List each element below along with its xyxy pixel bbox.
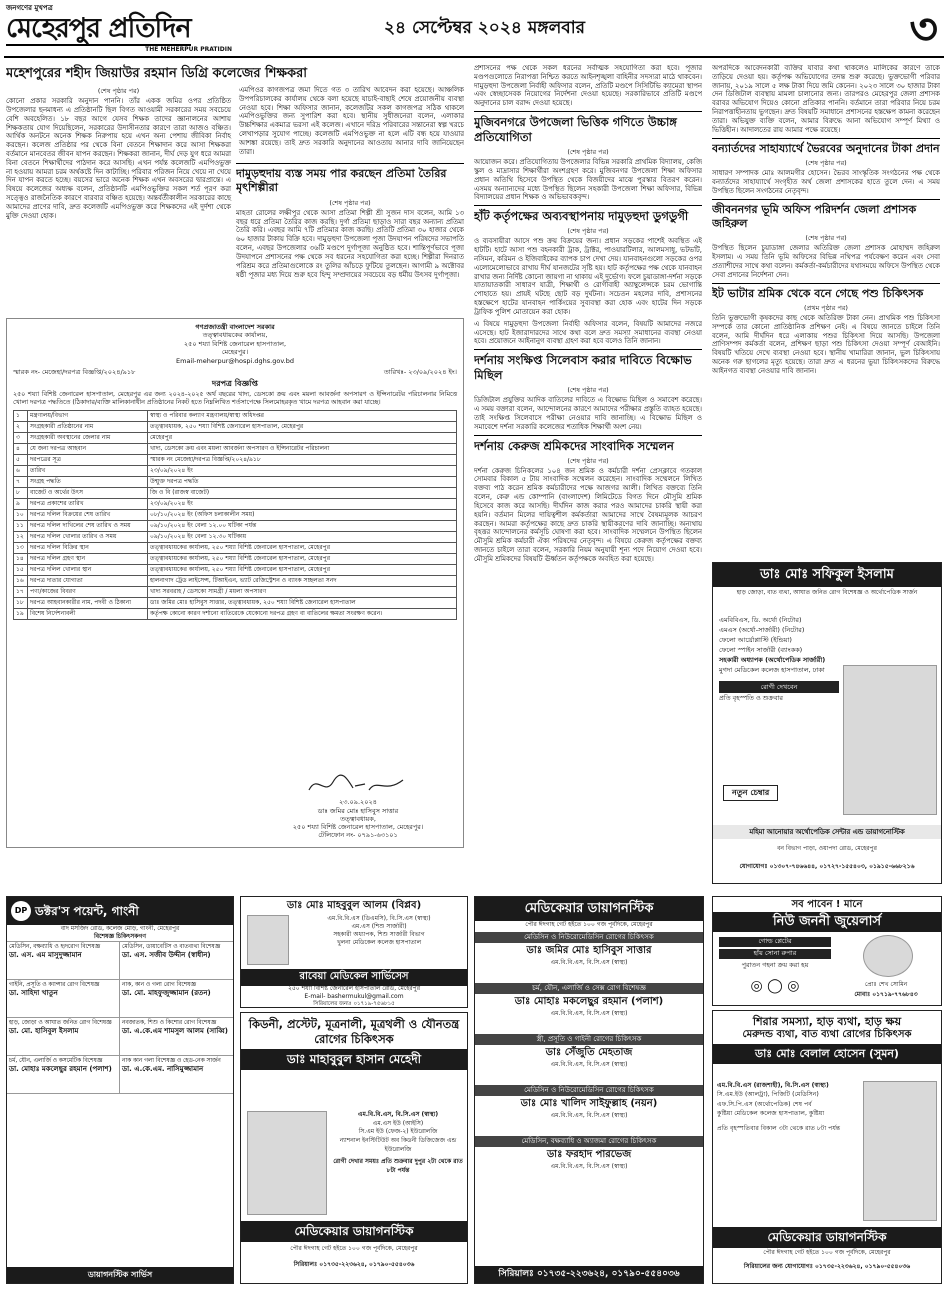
continued-label: (প্রথম পৃষ্ঠার পর) — [804, 303, 848, 312]
signature-date: ২৩.০৯.২০২৪ — [339, 798, 377, 807]
notice-memo: স্মারক নং- মেজেহা/দরপত্র বিজ্ঞপ্তি/২০২৪/৯১৮ — [13, 368, 136, 377]
ad-phone: সিরিয়ালের জন্য যোগাযোগঃ ০১৭৩৫-২২৩৬২৪, ০১৭৯০-৫৫৪০৩৬ — [743, 1263, 911, 1270]
ad-doctor-name: ডাঃ মোঃ বেলাল হোসেন (সুমন) — [713, 1044, 941, 1064]
article-headline: মুজিবনগরে উপজেলা ভিত্তিক গণিতে উচ্চাঙ্গ প্রতিযোগিতা — [474, 115, 677, 145]
dp-logo-icon: DP — [11, 901, 31, 921]
notice-email: Email-meherpur@hospi.dghs.gov.bd — [176, 356, 294, 365]
ad-institute: ন্যাশনাল ইনস্টিটিউট অব কিডনী ডিজিজেজ এন্ড ইউরোলজি — [339, 1137, 457, 1153]
doctor-photo — [247, 1111, 327, 1215]
continued-label: (শেষ পৃষ্ঠার পর) — [97, 86, 140, 95]
doctor-cell — [7, 1056, 120, 1094]
doctor-photo — [247, 915, 289, 965]
notice-row-label: সংগ্রহকারী অবস্থানের জেলার নাম — [28, 433, 148, 444]
notice-row-number: ১২ — [14, 532, 28, 543]
ad-center: মেডিকেয়ার ডায়াগনস্টিক — [713, 1227, 941, 1248]
signature-block — [283, 772, 433, 839]
doctor-specialty: চর্ম, যৌন, এলার্জি ও কসমেটিক বিশেষজ্ঞ — [9, 1057, 103, 1064]
notice-row-label: দরপত্র দলিল বিক্রয়ের শেষ তারিখ — [28, 510, 148, 521]
notice-row-value: খাদ্য, ডেসকো ক্রয় এবং ময়লা আবর্জনা অপসারণ ও ইন্সিনারেটর পরিচালনা — [148, 444, 457, 455]
notice-row-number: ১৭ — [14, 587, 28, 598]
ad-dr-mehedi — [240, 1012, 468, 1284]
notice-row-label: দরপত্র দলিল বিক্রির স্থান — [28, 543, 148, 554]
article-body: প্রশাসনের পক্ষ থেকে সকল ধরনের সর্বাত্মক সহযোগিতা করা হবে। পূজার মণ্ডপগুলোতে নিরাপত্তা নিশ্চিত করতে আইনশৃঙ্খলা বাহিনীর সদস্যরা মাঠে থাকবেন। দামুড়হুদা উপজেলা নির্বাহী অফিসার বলেন, প্রতিটি মণ্ডপে সিসিটিভি ক্যামেরা স্থাপন এবং স্বেচ্ছাসেবক নিয়োগের নির্দেশনা দেওয়া হয়েছে। সরকারিভাবে প্রতিটি মণ্ডপে অনুদানের চাল বরাদ্দ দেওয়া হয়েছে। — [474, 64, 702, 108]
notice-row-label: দরপত্র প্রকাশের তারিখ — [28, 499, 148, 510]
notice-row-number: ১৫ — [14, 565, 28, 576]
dateline: ২৪ সেপ্টেম্বর ২০২৪ মঙ্গলবার — [384, 18, 585, 38]
right-column — [712, 64, 940, 554]
notice-row-number: ৭ — [14, 477, 28, 488]
ad-degree: এম.বি.বি.এস, বি.সি.এস (স্বাস্থ্য) — [550, 1163, 628, 1171]
ad-institute: কুষ্টিয়া মেডিকেল কলেজ হাসপাতাল, কুষ্টিয়া — [717, 1109, 825, 1117]
notice-row-label: দরপত্র দলিল দাখিলের শেষ তারিখ ও সময় — [28, 521, 148, 532]
ad-phone: সিরিয়ালঃ ০১৭৩৫-২২৩৬২৪, ০১৭৯০-৫৫৪০৩৬ — [293, 1261, 415, 1268]
doctor-name: ডা. এস. সজীব উদ্দীন (স্বাধীন) — [122, 950, 211, 959]
ad-post: সহকারী অধ্যাপক, শিশু সার্জারী বিভাগ — [333, 931, 425, 939]
ad-degree: এম.বি.বি.এস (ডিএমসি), বি.সি.এস (স্বাস্থ্য) — [327, 915, 431, 922]
doctor-specialty: নাক কান গলা বিশেষজ্ঞ ও হেড-নেক সার্জন — [122, 1057, 221, 1064]
signer-title: তত্ত্বাবধায়ক, — [340, 814, 376, 823]
ad-doctor-name: ডাঃ সেঁজুতি মেহতাজ — [545, 1046, 633, 1058]
notice-row-label: দরপত্রের সূত্র — [28, 455, 148, 466]
article-headline: মহেশপুরের শহীদ জিয়াউর রহমান ডিগ্রি কলেজের শিক্ষকরা — [6, 66, 308, 81]
notice-row-value: খাদ্য সরবরাহ / ডেসকো সামগ্রী / ময়লা অপসারণ — [148, 587, 457, 598]
continued-label: (শেষ পৃষ্ঠার পর) — [805, 234, 847, 243]
notice-table-row — [14, 609, 457, 620]
notice-row-number: ৪ — [14, 444, 28, 455]
ad-days-label: রোগী দেখবেন — [719, 681, 839, 693]
notice-office: তত্ত্বাবধায়কের কার্যালয়, — [202, 331, 268, 340]
article-body: মাহতা রোলের লক্ষীপুর থেকে আসা প্রতিমা শিল্পী শ্রী সুজন দাস বলেন, আমি ১৩ বছর ধরে প্রতিমা তৈরির কাজ করছি। দুর্গা প্রতিমা ছাড়াও সারা বছর অন্যান্য প্রতিমা তৈরি করি। এবছর আমি ৭টি প্রতিমার কাজ করছি। প্রতিটি প্রতিমা ৩০ হাজার থেকে ৬০ হাজার টাকায় বিক্রি হবে। দামুড়হুদা উপজেলা পূজা উদযাপন পরিষদের সভাপতি বলেন, এবছর উপজেলার ৩৬টি মণ্ডপে দুর্গাপূজা অনুষ্ঠিত হবে। শান্তিপূর্ণভাবে পূজা উদযাপনে প্রশাসনের পক্ষ থেকে সব ধরনের সহযোগিতা করা হচ্ছে। শিল্পীরা দিনরাত পরিশ্রম করে প্রতিমাগুলোকে রং তুলির আঁচড়ে ফুটিয়ে তুলছেন। আগামী ৯ অক্টোবর ষষ্ঠী পূজার মধ্য দিয়ে শুরু হবে হিন্দু সম্প্রদায়ের সবচেয়ে বড় ধর্মীয় উৎসব দুর্গাপূজা। — [236, 208, 464, 279]
ad-address: বাদ মসজিদ রোড, কলেজ মোড়, গাংনী, মেহেরপুর — [60, 925, 180, 932]
notice-row-number: ১৯ — [14, 609, 28, 620]
notice-table-row — [14, 510, 457, 521]
article-body: আয়োজন করে। প্রতিযোগিতায় উপজেলার বিভিন্ন সরকারি প্রাথমিক বিদ্যালয়, কেজি স্কুল ও মাদ্রাসার শিক্ষার্থীরা অংশগ্রহণ করে। মুজিবনগর উপজেলা শিক্ষা অফিসার প্রধান অতিথি হিসেবে উপস্থিত থেকে বিজয়ীদের মাঝে পুরস্কার বিতরণ করেন। এসময় অন্যান্যদের মধ্যে উপস্থিত ছিলেন সহকারী উপজেলা শিক্ষা অফিসার, বিভিন্ন বিদ্যালয়ের প্রধান শিক্ষক ও অভিভাবকবৃন্দ। — [474, 158, 702, 202]
signer-office: ২৫০ শয্যা বিশিষ্ট জেনারেল হাসপাতাল, মেহেরপুর। — [292, 822, 424, 831]
notice-row-value: তত্ত্বাবধায়ক, ২৫০ শয্যা বিশিষ্ট জেনারেল হাসপাতাল, মেহেরপুর — [148, 422, 457, 433]
notice-row-label: সংগ্রহকারী প্রতিষ্ঠানের নাম — [28, 422, 148, 433]
ad-title: ডক্টর'স পয়েন্ট, গাংনী — [35, 903, 139, 918]
article-headline: ইট ভাটার শ্রমিক থেকে বনে গেছে পশু চিকিৎসক — [712, 286, 924, 300]
ad-post: সহকারী অধ্যাপক (অর্থোপেডিক সার্জারী) — [719, 656, 826, 665]
notice-row-value: জি ও বি (রাজস্ব বাজেট) — [148, 488, 457, 499]
ad-subtitle: বিশেষজ্ঞ চিকিৎসকগণ — [94, 932, 146, 940]
article-body: অপরদিকে আবেদনকারী ব্যক্তির যাবার কথা থাকলেও মালিকের কারণে তাকে তাড়িয়ে দেওয়া হয়। কর্তৃপক্ষ অভিযোগের তদন্ত শুরু করেছে। ভুক্তভোগী পরিবার জানায়, ২০১৯ সালে ৫ লক্ষ টাকা দিয়ে জমি কেনেন। ২০২৩ সালে ৩০ হাজার টাকা দেন ডিজিটাল ব্যবস্থায় মামলা চালানোর জন্য। তারপরও মেহেরপুর জেলা প্রশাসক বরাবর অভিযোগ দিয়েও কোনো প্রতিকার পাননি। বর্তমানে তারা পরিবার নিয়ে চরম নিরাপত্তাহীনতায় ভুগছেন। দ্রুত বিষয়টি সমাধানে প্রশাসনের হস্তক্ষেপ কামনা করেছেন তারা। অভিযুক্ত ব্যক্তি বলেন, আমার বিরুদ্ধে আনা অভিযোগ সম্পূর্ণ মিথ্যা ও ভিত্তিহীন। আদালতের রায় আমার পক্ষে রয়েছে। — [712, 64, 940, 134]
ad-line: গোল্ড প্লেটের — [719, 937, 831, 947]
notice-row-number: ৮ — [14, 488, 28, 499]
newspaper-name-en: THE MEHERPUR PRATIDIN — [145, 46, 232, 53]
notice-row-number: ১ — [14, 411, 28, 422]
ad-degree: সি.এম ইউ (ফেজ-২) ইউরোলজি — [358, 1128, 438, 1136]
doctor-specialty: নবজাতক, শিশু ও কিশোর রোগ বিশেষজ্ঞ — [122, 1019, 217, 1026]
doctor-specialty: মেডিসিন, বক্ষব্যাধি ও হৃদরোগ বিশেষজ্ঞ — [9, 943, 101, 950]
ad-specialty: মেডিসিন ও নিউরোমেডিসিন রোগের চিকিৎসক — [475, 932, 703, 943]
signer-name: ডাঃ জমির মোঃ হাসিবুস সাত্তার — [317, 806, 399, 815]
notice-table-row — [14, 488, 457, 499]
ad-institute: খুলনা মেডিকেল কলেজ হাসপাতাল — [336, 939, 422, 947]
ad-doctor-name: ডাঃ মাহাবুবুল হাসান মেহেদী — [241, 1049, 467, 1070]
newspaper-name: মেহেরপুর প্রতিদিন — [6, 13, 191, 44]
notice-row-number: ১৩ — [14, 543, 28, 554]
ad-time: প্রতি বৃহস্পতিবার বিকাল ৩টা থেকে রাত ৮টা পর্যন্ত — [717, 1125, 841, 1133]
notice-row-value: হালনাগাদ ট্রেড লাইসেন্স, টিআইএন, ভ্যাট রেজিস্ট্রেশন ও ব্যাংক সচ্ছলতা সনদ — [148, 576, 457, 587]
doctor-specialty: মেডিসিন, ডায়াবেটিস ও বাতব্যথা বিশেষজ্ঞ — [122, 943, 221, 950]
ad-doctor-name: ডাঃ মোহাঃ মকলেছুর রহমান (পলাশ) — [514, 995, 664, 1007]
notice-table-row — [14, 521, 457, 532]
continued-label: (শেষ পৃষ্ঠার পর) — [805, 158, 847, 167]
tender-notice — [6, 318, 464, 848]
notice-table — [13, 410, 457, 620]
notice-row-value: ০৮/১০/২০২৪ ইং (অফিস চলাকালীন সময়) — [148, 510, 457, 521]
doctor-grid — [7, 941, 233, 1094]
notice-table-row — [14, 411, 457, 422]
notice-row-value: ০৯/১০/২০২৪ ইং বেলা ১২.০০ ঘটিকা পর্যন্ত — [148, 521, 457, 532]
notice-date: তারিখঃ- ২৩/০৯/২০২৪ ইং। — [383, 368, 457, 377]
notice-row-number: ১৪ — [14, 554, 28, 565]
notice-row-label: বাজেট ও অর্থের উৎস — [28, 488, 148, 499]
ad-headline: শিরার সমস্যা, হাড় ব্যথা, হাড় ক্ষয় — [752, 1015, 902, 1028]
ad-dr-shafikul — [712, 562, 942, 884]
notice-table-row — [14, 433, 457, 444]
masthead — [4, 4, 944, 58]
notice-row-value: তত্ত্বাবধায়কের কার্যালয়, ২৫০ শয্যা বিশিষ্ট জেনারেল হাসপাতাল, মেহেরপুর — [148, 554, 457, 565]
doctor-name: ডা. এ.কে.এম শামসুল আলম (সাব্বি) — [122, 1026, 228, 1035]
article-body: সাধারণ সম্পাদক মোঃ আলমগীর হোসেন। ভৈরব সাংস্কৃতিক সংগঠনের পক্ষ থেকে বন্যার্তদের সাহায্যার্থে সংগৃহীত অর্থ জেলা প্রশাসকের হাতে তুলে দেন। এ সময় উপস্থিত ছিলেন সংগঠনের নেতৃবৃন্দ। — [712, 169, 940, 195]
notice-table-row — [14, 587, 457, 598]
doctor-name: ডা. মো. মাহফুজুজ্জামান (রতন) — [122, 988, 211, 997]
article-headline: জীবননগর ভূমি অফিস পরিদর্শন জেলা প্রশাসক জহিরুল — [712, 202, 917, 230]
ad-doctors-point — [6, 896, 234, 1284]
ad-degree: এম.বি.বি.এস, বি.সি.এস (স্বাস্থ্য) — [550, 1010, 628, 1018]
jewellery-icon: ◎ ◯ ◎ — [750, 978, 800, 995]
notice-intro: ২৫০ শয্যা বিশিষ্ট জেনারেল হাসপাতাল, মেহেরপুর এর জন্য ২০২৪-২০২৫ অর্থ বছরের খাদ্য, ডেসকো ক্রয় এবং ময়লা আবর্জনা অপসারণ ও ইন্সিনারেটর পরিচালনার নিমিত্তে খোলা দরপত্র পদ্ধতিতে (ঠিকাদার/ব্যক্তি মালিকানাধীন প্রতিষ্ঠানের নিকট হতে নিম্নলিখিত শর্তসাপেক্ষে সিলমোহরকৃত খামে দরপত্র আহবান করা যাচ্ছে। — [13, 391, 457, 407]
ad-shop-name: নিউ জননী জুয়েলার্স — [713, 912, 941, 932]
ad-specialty: স্ত্রী, প্রসূতি ও গাইনী রোগের চিকিৎসক — [475, 1034, 703, 1045]
ad-center: মহিমা আনোয়ার অর্থোপেডিক সেন্টার এন্ড ডায়াগনোস্টিক — [713, 825, 941, 839]
doctor-name: ডা. এ.কে.এম. নাসিমুজ্জামান — [122, 1064, 204, 1073]
notice-row-label: যে জন্য দরপত্র আহবান — [28, 444, 148, 455]
ad-address: পৌর ঈদগাহ গেট হইতে ১০০ গজ পূর্বদিকে, মেহেরপুর — [290, 1245, 418, 1252]
notice-row-value: স্মারক নং মেজেহা/দরপত্র বিজ্ঞপ্তি/২০২৪/৯১৮ — [148, 455, 457, 466]
notice-row-value: ২৩/০৯/২০২৪ ইং — [148, 466, 457, 477]
doctor-name: ডা. মোহাঃ মকলেছুর রহমান (পলাশ) — [9, 1064, 112, 1073]
ad-degree: ফেলো স্পাইন সার্জারী (ব্যাংকক) — [719, 646, 803, 655]
ad-address: পৌর ঈদগাহ গেট হইতে ১০০ গজ পূর্বদিকে, মেহেরপুর — [525, 921, 653, 929]
ad-degree: এম.বি.বি.এস, বি.সি.এস (স্বাস্থ্য) — [357, 1111, 439, 1118]
notice-table-row — [14, 455, 457, 466]
ad-doctor-name: ডাঃ মোঃ খালিদ সাইফুল্লাহ (নয়ন) — [520, 1097, 658, 1109]
doctor-cell — [7, 1018, 120, 1056]
ad-degree: এমএস (অর্থো-সার্জারী) (নিটোর) — [719, 626, 805, 635]
notice-row-number: ২ — [14, 422, 28, 433]
ad-headline: কিডনী, প্রস্টেট, মূত্রনালী, মূত্রথলী ও যৌনতন্ত্র রোগের চিকিৎসক — [248, 1017, 460, 1046]
ad-tagline: সব পাবেন ! মানে — [791, 899, 863, 910]
ad-doctor-name: ডাঃ ফরহাদ পারভেজ — [546, 1148, 632, 1160]
notice-row-number: ১৬ — [14, 576, 28, 587]
notice-table-row — [14, 543, 457, 554]
notice-hospital: ২৫০ শয্যা বিশিষ্ট জেনারেল হাসপাতাল, — [183, 339, 287, 348]
doctor-cell — [7, 942, 120, 980]
ad-specialty: মেডিসিন ও নিউরোমেডিসিন রোগের চিকিৎসক — [475, 1085, 703, 1096]
notice-row-label: দরপত্র দাতার যোগ্যতা — [28, 576, 148, 587]
notice-row-label: দরপত্র আহবানকারীর নাম, পদবী ও ঠিকানা — [28, 598, 148, 609]
ad-degree: এম.বি.বি.এস, বি.সি.এস (স্বাস্থ্য) — [550, 1061, 628, 1069]
page-number: ৩ — [909, 4, 938, 55]
ad-address: বন বিভাগ পাড়া, ওয়াপদা রোড, মেহেরপুর — [777, 845, 877, 852]
notice-table-row — [14, 598, 457, 609]
notice-table-row — [14, 477, 457, 488]
ad-center: মেডিকেয়ার ডায়াগনস্টিক — [475, 897, 703, 921]
doctor-photo — [843, 665, 937, 815]
continued-label: (শেষ পৃষ্ঠার পর) — [329, 198, 371, 207]
notice-row-number: ৩ — [14, 433, 28, 444]
notice-title: দরপত্র বিজ্ঞপ্তি — [212, 379, 258, 389]
continued-label: (শেষ পৃষ্ঠার পর) — [567, 456, 609, 465]
doctor-photo — [863, 1081, 937, 1221]
article-body: এমপিওর কাগজপত্র জমা দিতে গত ৩ তারিখ আবেদন করা হয়েছে। আঞ্চলিক উপপরিচালকের কার্যালয় থেকে বলা হয়েছে যাচাই-বাছাই শেষে প্রয়োজনীয় ব্যবস্থা নেওয়া হবে। শিক্ষা অফিসার জানান, কলেজটির সকল কাগজপত্র সঠিক থাকলে এমপিওভুক্তির জন্য সুপারিশ করা হবে। স্থানীয় সুধীজনেরা বলেন, এলাকার উচ্চশিক্ষার একমাত্র ভরসা এই কলেজ। এখানে দরিদ্র পরিবারের সন্তানেরা স্বল্প খরচে লেখাপড়ার সুযোগ পাচ্ছে। কলেজটি এমপিওভুক্ত না হলে এটি বন্ধ হয়ে যাওয়ার আশঙ্কা রয়েছে। তাই দ্রুত সরকারি অনুদানের আওতায় আনার দাবি জানিয়েছেন তারা। — [239, 85, 464, 156]
notice-table-row — [14, 499, 457, 510]
notice-row-value: তত্ত্বাবধায়কের কার্যালয়, ২৫০ শয্যা বিশিষ্ট জেনারেল হাসপাতাল, মেহেরপুর — [148, 543, 457, 554]
doctor-name: ডা. এস. এম মাসুদুজ্জামান — [9, 950, 82, 959]
ad-days: প্রতি বৃহস্পতি ও শুক্রবার — [719, 694, 783, 703]
ad-degree: এম.এস ইউ (আইসি) — [372, 1119, 424, 1127]
newspaper-logo — [4, 4, 236, 56]
ad-dr-belal — [712, 1010, 942, 1284]
ad-degree: এফ.সি.পি.এস (অর্থোপেডিক) শেষ পর্ব — [717, 1100, 812, 1108]
ad-doctor-name: ডাঃ জমির মোঃ হাসিবুস সাত্তার — [526, 944, 652, 956]
ad-phone: সিরিয়ালের জন্যঃ ০১৭১৯-৭৫৬৮১৫ — [313, 1001, 395, 1007]
notice-row-label: দরপত্র দলিল খোলার তারিখ ও সময় — [28, 532, 148, 543]
notice-table-row — [14, 422, 457, 433]
notice-row-label: পণ্য/কাজের বিবরণ — [28, 587, 148, 598]
article-body: এ বিষয়ে দামুড়হুদা উপজেলা নির্বাহী অফিসার বলেন, বিষয়টি আমাদের নজরে এসেছে। হাট ইজারাদারদের সাথে কথা বলে দ্রুত সমস্যা সমাধানের ব্যবস্থা নেওয়া হবে। প্রয়োজনে আইনানুগ ব্যবস্থা গ্রহণ করা হবে বলেও তিনি জানান। — [474, 319, 702, 346]
notice-table-row — [14, 576, 457, 587]
ad-degree: এম.বি.বি.এস, বি.সি.এস (স্বাস্থ্য) — [550, 959, 628, 967]
article-body: ও ব্যবসায়ীরা আসে পশু ক্রয় বিক্রয়ের জন্য। প্রধান সড়কের পাশেই অবস্থিত এই হাটটি। হাটে আসা পশু বহনকারী ট্রাক, ট্রাক্টর, পাওয়ারটিলার, আলমসাধু, ভটভটি, নসিমন, করিমন ও ইজিবাইকের ব্যাপক চাপ দেখা দেয়। যানবাহনগুলো সড়কের ওপর এলোমেলোভাবে রাখায় দীর্ঘ যানজটের সৃষ্টি হয়। হাট কর্তৃপক্ষের পক্ষ থেকে যানবাহন রাখার জন্য নির্দিষ্ট কোনো জায়গা না থাকায় এই দুর্ভোগ। ফলে চুয়াডাঙ্গা-দর্শনা সড়কে যাতায়াতকারী সাধারণ যাত্রী, শিক্ষার্থী ও রোগীবাহী অ্যাম্বুলেন্সকে চরম ভোগান্তি পোহাতে হয়। প্রায়ই ঘটছে ছোট বড় দুর্ঘটনা। সচেতন মহলের দাবি, প্রশাসনের হস্তক্ষেপে হাটের যানবাহন পার্কিংয়ের সুব্যবস্থা করা হোক এবং হাটের দিন সড়কে ট্রাফিক পুলিশ মোতায়েন করা হোক। — [474, 237, 702, 316]
article-damurhuda-idol — [236, 160, 464, 316]
article-headline: হাঁট কর্তৃপক্ষের অব্যবস্থাপনায় দামুড়হুদা ডুগডুগী — [474, 209, 689, 224]
ad-headline-2: মেরুদন্ড ব্যথা, বাত ব্যথা রোগের চিকিৎসক — [742, 1028, 912, 1040]
ad-address: পৌর ঈদগাহ গেট হইতে ১০০ গজ পূর্বদিকে, মেহেরপুর — [763, 1249, 891, 1256]
notice-table-row — [14, 444, 457, 455]
ad-degree: ফেলো আর্থ্রোপ্লাস্টি (ইন্ডিয়া) — [719, 636, 792, 645]
ad-phone: যোগাযোগঃ ০১৩০৭-৭৪৬৬৪৪, ০১৭২৭-১৫৫৪০৩, ০১৯১৫-৬৬৮২১৬ — [739, 863, 915, 870]
article-headline: দর্শনায় কেরুজ শ্রমিকদের সাংবাদিক সম্মেলন — [474, 438, 674, 453]
ad-center: মেডিকেয়ার ডায়াগনস্টিক — [241, 1221, 467, 1242]
notice-row-number: ৬ — [14, 466, 28, 477]
ad-dr-biplob — [240, 896, 468, 1008]
notice-row-number: ৫ — [14, 455, 28, 466]
article-body: কোনো প্রকার সরকারি অনুদান পাননি। তাঁর একক জমির ওপর প্রতিষ্ঠিত উপজেলার ছনমাধন্য এ প্রতিষ্ঠানটি ছিল বিগত আওয়ামী সরকারের সময় সবচেয়ে বেশি অবহেলিত। ১৮ বছর আগে যেসব শিক্ষক তাদের জ্ঞানালনের আশায় শিক্ষকতায় যোগ দিয়েছিলেন, সরকারের উদাসীনতার কারণে তারা আজও বঞ্চিত। আর্থিক অনটনে অনেক শিক্ষক নিরুপায় হয়ে এখন অন্য পেশায় জীবিকা নির্বাহ করছেন। কলেজ প্রতিষ্ঠার পর থেকে বিনা বেতনে শিক্ষাদান করে আসা শিক্ষকরা বর্তমানে মানবেতর জীবন যাপন করছেন। শিক্ষকরা জানান, দীর্ঘ দেড় যুগ ধরে আমরা বিনা বেতনে শিক্ষার্থীদের পাঠদান করে আসছি। এখন পর্যন্ত কলেজটি এমপিওভুক্ত না হওয়ায় আমরা চরম অর্থকষ্টে দিন কাটাচ্ছি। পরিবার পরিজন নিয়ে খেয়ে না খেয়ে দিন যাপন করতে হচ্ছে। বয়সের ভারে অনেক শিক্ষক এখন অবসরের দ্বারপ্রান্তে। এ বিষয়ে কলেজের অধ্যক্ষ বলেন, প্রতিষ্ঠানটি এমপিওভুক্তির সকল শর্ত পূরণ করা সত্ত্বেও রাজনৈতিক কারণে বারবার বঞ্চিত হয়েছে। অন্তর্বর্তীকালীন সরকারের কাছে আমাদের প্রাণের দাবি, দ্রুত কলেজটি এমপিওভুক্ত করে শিক্ষকদের এই দুর্দশা থেকে মুক্তি দেওয়া হোক। — [6, 97, 231, 220]
doctor-cell — [120, 1056, 233, 1094]
ad-degree: এম.বি.বি.এস (রাজশাহী), বি.সি.এস (স্বাস্থ্য) — [717, 1082, 829, 1089]
article-headline: দর্শনায় সংক্ষিপ্ত সিলেবাস করার দাবিতে বিক্ষোভ মিছিল — [474, 353, 692, 383]
signer-phone: টেলিফোন নং- ০৭৯১-৬৩১০১ — [318, 830, 398, 839]
ad-footer: ডায়াগনস্টিক সার্ভিস — [7, 1267, 233, 1283]
article-body: তিনি ভুক্তভোগী কৃষকদের কাছ থেকে অতিরিক্ত টাকা নেন। প্রাথমিক পশু চিকিৎসা সম্পর্কে তার কোনো প্রাতিষ্ঠানিক প্রশিক্ষণ নেই। এ বিষয়ে জানতে চাইলে তিনি বলেন, আমি দীর্ঘদিন ধরে এলাকায় পশুর চিকিৎসা দিয়ে আসছি। উপজেলা প্রাণিসম্পদ কর্মকর্তা বলেন, প্রশিক্ষণ ছাড়া পশু চিকিৎসা দেওয়া সম্পূর্ণ বেআইনি। বিষয়টি খতিয়ে দেখে ব্যবস্থা নেওয়া হবে। স্থানীয় খামারিরা জানান, ভুল চিকিৎসায় অনেক গরু ছাগলের মৃত্যু হয়েছে। তারা দ্রুত এ ধরনের ভুয়া চিকিৎসকদের বিরুদ্ধে আইনগত ব্যবস্থা নেওয়ার দাবি জানান। — [712, 313, 940, 375]
notice-row-value: উন্মুক্ত দরপত্র পদ্ধতি — [148, 477, 457, 488]
article-headline: দামুড়হুদায় ব্যস্ত সময় পার করছেন প্রতিমা তৈরির মৃৎশিল্পীরা — [236, 167, 447, 195]
ad-specialty: হাড় জোড়া, বাত ব্যথা, আঘাত জনিত রোগ বিশেষজ্ঞ ও অর্থোপেডিক সার্জন — [736, 589, 918, 597]
notice-row-value: ০৯/১০/২০২৪ ইং বেলা ১২.৩০ ঘটিকায় — [148, 532, 457, 543]
notice-row-value: ২৩/০৯/২০২৪ ইং — [148, 499, 457, 510]
continued-label: (শেষ পৃষ্ঠার পর) — [567, 148, 609, 157]
notice-row-label: সংগ্রহ পদ্ধতি — [28, 477, 148, 488]
notice-row-number: ১০ — [14, 510, 28, 521]
continued-label: (শেষ পৃষ্ঠার পর) — [567, 227, 609, 236]
article-headline: বন্যার্তদের সাহায্যার্থে ভৈরবের অনুদানের টাকা প্রদান — [712, 141, 940, 155]
ad-line: হাঁয় সোনা রুপার — [719, 949, 831, 959]
doctor-name: ডা. সাহিদা খাতুন — [9, 988, 58, 997]
logo-tagline: জনগণের মুখপত্র — [6, 4, 53, 12]
doctor-name: ডা. মো. হাসিবুল ইসলাম — [9, 1026, 79, 1035]
notice-row-number: ৯ — [14, 499, 28, 510]
notice-table-row — [14, 532, 457, 543]
article-body: উপস্থিত ছিলেন চুয়াডাঙ্গা জেলার অতিরিক্ত জেলা প্রশাসক মোহাম্মদ জহিরুল ইসলাম। এ সময় তিনি ভূমি অফিসের বিভিন্ন নথিপত্র পর্যবেক্ষণ করেন এবং সেবা প্রত্যাশীদের সাথে কথা বলেন। কর্মকর্তা-কর্মচারীদের যথাসময়ে অফিসে উপস্থিত থেকে সেবা প্রদানের নির্দেশনা দেন। — [712, 244, 940, 279]
ad-doctor-name: ডাঃ মোঃ সফিকুল ইসলাম — [713, 563, 941, 587]
notice-row-number: ১১ — [14, 521, 28, 532]
notice-row-number: ১৮ — [14, 598, 28, 609]
notice-row-value: কর্তৃপক্ষ কোনো কারণ দর্শানো ব্যতিরেকে যেকোনো দরপত্র গ্রহণ বা বাতিলের ক্ষমতা সংরক্ষণ করেন। — [148, 609, 457, 620]
article-body: দর্শনা কেরুজ চিনিকলের ১০৪ জন শ্রমিক ও কর্মচারী দর্শনা প্রেসক্লাবে গতকাল সোমবার বিকাল ৫ টায় সাংবাদিক সম্মেলন করেছেন। সাংবাদিক সম্মেলনে লিখিত বক্তব্য পাঠ করেন শ্রমিক কর্মচারীদের পক্ষে আজগর আলী। লিখিত বক্তব্যে তিনি বলেন, কেরু এন্ড কোম্পানি (বাংলাদেশ) লিমিটেডে বিগত দিনে মৌসুমি শ্রমিক হিসেবে কাজ করে আসছি। দীর্ঘদিন কাজ করার পরও আমাদের চাকরি স্থায়ী করা হয়নি। বর্তমান মিলের দায়িত্বশীল কর্মকর্তারা আমাদের সাথে বৈষম্যমূলক আচরণ করছেন। আমরা কর্তৃপক্ষের কাছে দ্রুত চাকরি স্থায়ীকরণের দাবি জানাচ্ছি। অন্যথায় বৃহত্তর আন্দোলনের কর্মসূচি ঘোষণা করা হবে। সাংবাদিক সম্মেলনে উপস্থিত ছিলেন মৌসুমি শ্রমিক কর্মচারী ঐক্য পরিষদের নেতৃবৃন্দ। এ বিষয়ে কেরুজ কর্তৃপক্ষের বক্তব্য জানতে চাইলে তারা বলেন, সরকারি নিয়ম অনুযায়ী শূন্য পদে নিয়োগ দেওয়া হবে। মৌসুমি শ্রমিকদের বিষয়টি ঊর্ধ্বতন কর্তৃপক্ষকে অবহিত করা হয়েছে। — [474, 466, 702, 563]
middle-column — [474, 64, 702, 854]
ad-institute: মুগদা মেডিকেল কলেজ হাসপাতাল, ঢাকা — [719, 666, 825, 675]
notice-gov: গণপ্রজাতন্ত্রী বাংলাদেশ সরকার — [195, 323, 275, 331]
signature-mark — [303, 772, 413, 798]
notice-row-value: তত্ত্বাবধায়কের কার্যালয়, ২৫০ শয্যা বিশিষ্ট জেনারেল হাসপাতাল, মেহেরপুর — [148, 565, 457, 576]
ad-line: পুরাতন গহনা ক্রয় করা হয় — [741, 960, 809, 969]
doctor-cell — [120, 980, 233, 1018]
notice-table-row — [14, 565, 457, 576]
ad-degree: এম.এস (শিশু সার্জারী) — [351, 923, 407, 931]
doctor-cell — [120, 1018, 233, 1056]
notice-row-value: ডাঃ জমির মোঃ হাসিবুস সাত্তার, তত্ত্বাবধায়ক, ২৫০ শয্যা বিশিষ্ট জেনারেল হাসপাতাল — [148, 598, 457, 609]
ad-phone: মোবাঃ ০১৭১৯-৭৭৬৮৪৩ — [854, 991, 918, 998]
ad-degree: সি.এম.ইউ (আলট্রা), পিজিটি (মেডিসিন) — [717, 1091, 819, 1099]
continued-label: (শেষ পৃষ্ঠার পর) — [567, 386, 609, 395]
ad-center: রাবেয়া মেডিকেল সার্ভিসেস — [241, 969, 467, 986]
notice-table-row — [14, 554, 457, 565]
notice-district: মেহেরপুর। — [221, 348, 249, 357]
doctor-cell — [120, 942, 233, 980]
ad-owner: প্রোঃ শেখ সোমিন — [864, 981, 908, 988]
ad-email: E-mail- bashermukul@gmail.com — [304, 993, 404, 1000]
ad-specialty: মেডিসিন, বক্ষব্যাধি ও অ্যাজমা রোগের চিকিৎসক — [475, 1136, 703, 1147]
doctor-specialty: হাড়, জোড়া ও আঘাত জনিত রোগ বিশেষজ্ঞ — [9, 1019, 112, 1026]
notice-row-label: বিশেষ নির্দেশনাবলী — [28, 609, 148, 620]
doctor-specialty: গাইনি, প্রসূতি ও ক্যান্সার রোগ বিশেষজ্ঞ — [9, 981, 100, 988]
notice-row-label: দরপত্র দলিল গ্রহণ স্থান — [28, 554, 148, 565]
ad-medicare-diagnostic — [474, 896, 704, 1284]
notice-table-row — [14, 466, 457, 477]
ad-doctor-name: ডাঃ মোঃ মাহবুবুল আলম (বিপ্লব) — [286, 900, 422, 911]
notice-row-label: তারিখ — [28, 466, 148, 477]
ad-phone: সিরিয়ালঃ ০১৭৩৫-২২৩৬২৪, ০১৭৯০-৫৫৪০৩৬ — [475, 1266, 703, 1283]
owner-photo — [863, 935, 913, 977]
notice-row-value: স্বাস্থ্য ও পরিবার কল্যাণ মন্ত্রণালয়/স্বাস্থ্য অধিদপ্তর — [148, 411, 457, 422]
ad-specialty: চর্ম, যৌন, এলার্জি ও সেক্স রোগ বিশেষজ্ঞ — [475, 983, 703, 994]
article-body: ডিজিটাল প্রযুক্তির আদিক বাতিলের দাবিতে এ বিক্ষোভ মিছিল ও সমাবেশ করেছে। এ সময় বক্তারা বলেন, আন্দোলনের কারণে আমাদের পরীক্ষার প্রস্তুতি ব্যাহত হয়েছে। তাই সংক্ষিপ্ত সিলেবাসে পরীক্ষা নেওয়ার দাবি জানাচ্ছি। এ বিক্ষোভ মিছিল ও সমাবেশে দর্শনা সরকারি কলেজের শতাধিক শিক্ষার্থী অংশ নেয়। — [474, 396, 702, 431]
ad-degree: এমবিবিএস, ডি. অর্থো (নিটোর) — [719, 616, 802, 624]
notice-row-value: মেহেরপুর — [148, 433, 457, 444]
ad-time: রোগী দেখার সময়ঃ প্রতি শুক্রবার দুপুর ২টা থেকে রাত ৮টা পর্যন্ত — [333, 1158, 463, 1175]
doctor-cell — [7, 980, 120, 1018]
ad-address: ২৫০ শয্যা বিশিষ্ট জেনারেল হাসপাতাল রোড, মেহেরপুর — [287, 985, 421, 992]
ad-jewellers — [712, 896, 942, 1006]
doctor-specialty: নাক, কান ও গলা রোগ বিশেষজ্ঞ — [122, 981, 196, 988]
ad-degree: এম.বি.বি.এস, বি.সি.এস (স্বাস্থ্য) — [550, 1112, 628, 1120]
ad-chamber: নতুন চেম্বার — [723, 785, 778, 801]
notice-row-label: মন্ত্রণালয়/বিভাগ — [28, 411, 148, 422]
notice-row-label: দরপত্র দলিল খোলার স্থান — [28, 565, 148, 576]
